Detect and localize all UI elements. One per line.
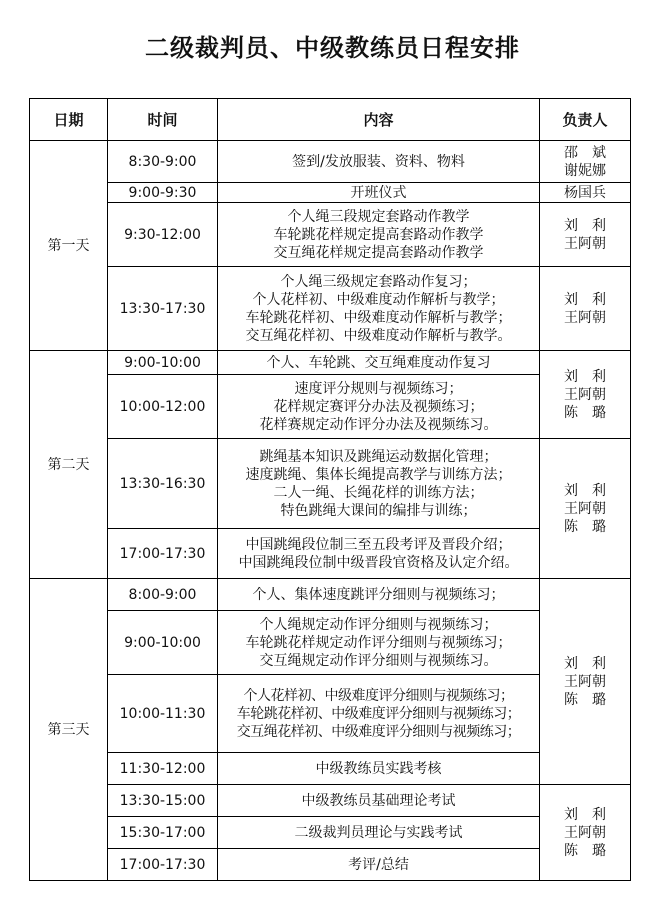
content-cell: 中国跳绳段位制三至五段考评及晋段介绍； 中国跳绳段位制中级晋段官资格及认定介绍。 — [218, 529, 540, 579]
owner-cell: 刘 利 王阿朝 — [540, 203, 631, 267]
header-time: 时间 — [108, 99, 218, 141]
owner-cell: 邵 斌 谢妮娜 — [540, 141, 631, 183]
header-date: 日期 — [30, 99, 108, 141]
header-row — [30, 99, 631, 141]
content-cell: 个人绳三段规定套路动作教学 车轮跳花样规定提高套路动作教学 交互绳花样规定提高套路动作教学 — [218, 203, 540, 267]
table-row — [30, 141, 631, 183]
time-cell: 17:00-17:30 — [108, 849, 218, 881]
table-row — [30, 351, 631, 375]
time-cell: 10:00-12:00 — [108, 375, 218, 439]
table-row — [30, 203, 631, 267]
page-title: 二级裁判员、中级教练员日程安排 — [145, 34, 520, 62]
content-cell: 个人花样初、中级难度评分细则与视频练习； 车轮跳花样初、中级难度评分细则与视频练习； 交互绳花样初、中级难度评分细则与视频练习； — [218, 675, 540, 753]
content-cell: 跳绳基本知识及跳绳运动数据化管理； 速度跳绳、集体长绳提高教学与训练方法； 二人一绳、长绳花样的训练方法； 特色跳绳大课间的编排与训练； — [218, 439, 540, 529]
time-cell: 9:30-12:00 — [108, 203, 218, 267]
time-cell: 13:30-17:30 — [108, 267, 218, 351]
time-cell: 15:30-17:00 — [108, 817, 218, 849]
content-cell: 中级教练员实践考核 — [218, 753, 540, 785]
schedule-table — [29, 98, 631, 881]
table-row — [30, 785, 631, 817]
time-cell: 13:30-16:30 — [108, 439, 218, 529]
content-cell: 二级裁判员理论与实践考试 — [218, 817, 540, 849]
table-row — [30, 579, 631, 611]
owner-cell: 刘 利 王阿朝 陈 璐 — [540, 439, 631, 579]
content-cell: 速度评分规则与视频练习； 花样规定赛评分办法及视频练习； 花样赛规定动作评分办法及视频练习。 — [218, 375, 540, 439]
time-cell: 11:30-12:00 — [108, 753, 218, 785]
time-cell: 13:30-15:00 — [108, 785, 218, 817]
day-label: 第二天 — [30, 351, 108, 579]
day-label: 第三天 — [30, 579, 108, 881]
owner-cell: 杨国兵 — [540, 183, 631, 203]
time-cell: 8:30-9:00 — [108, 141, 218, 183]
content-cell: 开班仪式 — [218, 183, 540, 203]
content-cell: 考评/总结 — [218, 849, 540, 881]
table-row — [30, 267, 631, 351]
day-label: 第一天 — [30, 141, 108, 351]
owner-cell: 刘 利 王阿朝 陈 璐 — [540, 579, 631, 785]
time-cell: 9:00-10:00 — [108, 351, 218, 375]
table-row — [30, 183, 631, 203]
content-cell: 个人绳三级规定套路动作复习； 个人花样初、中级难度动作解析与教学； 车轮跳花样初、中级难度动作解析与教学； 交互绳花样初、中级难度动作解析与教学。 — [218, 267, 540, 351]
time-cell: 10:00-11:30 — [108, 675, 218, 753]
content-cell: 签到/发放服装、资料、物料 — [218, 141, 540, 183]
time-cell: 17:00-17:30 — [108, 529, 218, 579]
content-cell: 个人、车轮跳、交互绳难度动作复习 — [218, 351, 540, 375]
owner-cell: 刘 利 王阿朝 陈 璐 — [540, 351, 631, 439]
owner-cell: 刘 利 王阿朝 — [540, 267, 631, 351]
table-row — [30, 439, 631, 529]
content-cell: 个人、集体速度跳评分细则与视频练习； — [218, 579, 540, 611]
content-cell: 个人绳规定动作评分细则与视频练习； 车轮跳花样规定动作评分细则与视频练习； 交互绳规定动作评分细则与视频练习。 — [218, 611, 540, 675]
time-cell: 8:00-9:00 — [108, 579, 218, 611]
header-content: 内容 — [218, 99, 540, 141]
time-cell: 9:00-10:00 — [108, 611, 218, 675]
content-cell: 中级教练员基础理论考试 — [218, 785, 540, 817]
time-cell: 9:00-9:30 — [108, 183, 218, 203]
owner-cell: 刘 利 王阿朝 陈 璐 — [540, 785, 631, 881]
header-owner: 负责人 — [540, 99, 631, 141]
